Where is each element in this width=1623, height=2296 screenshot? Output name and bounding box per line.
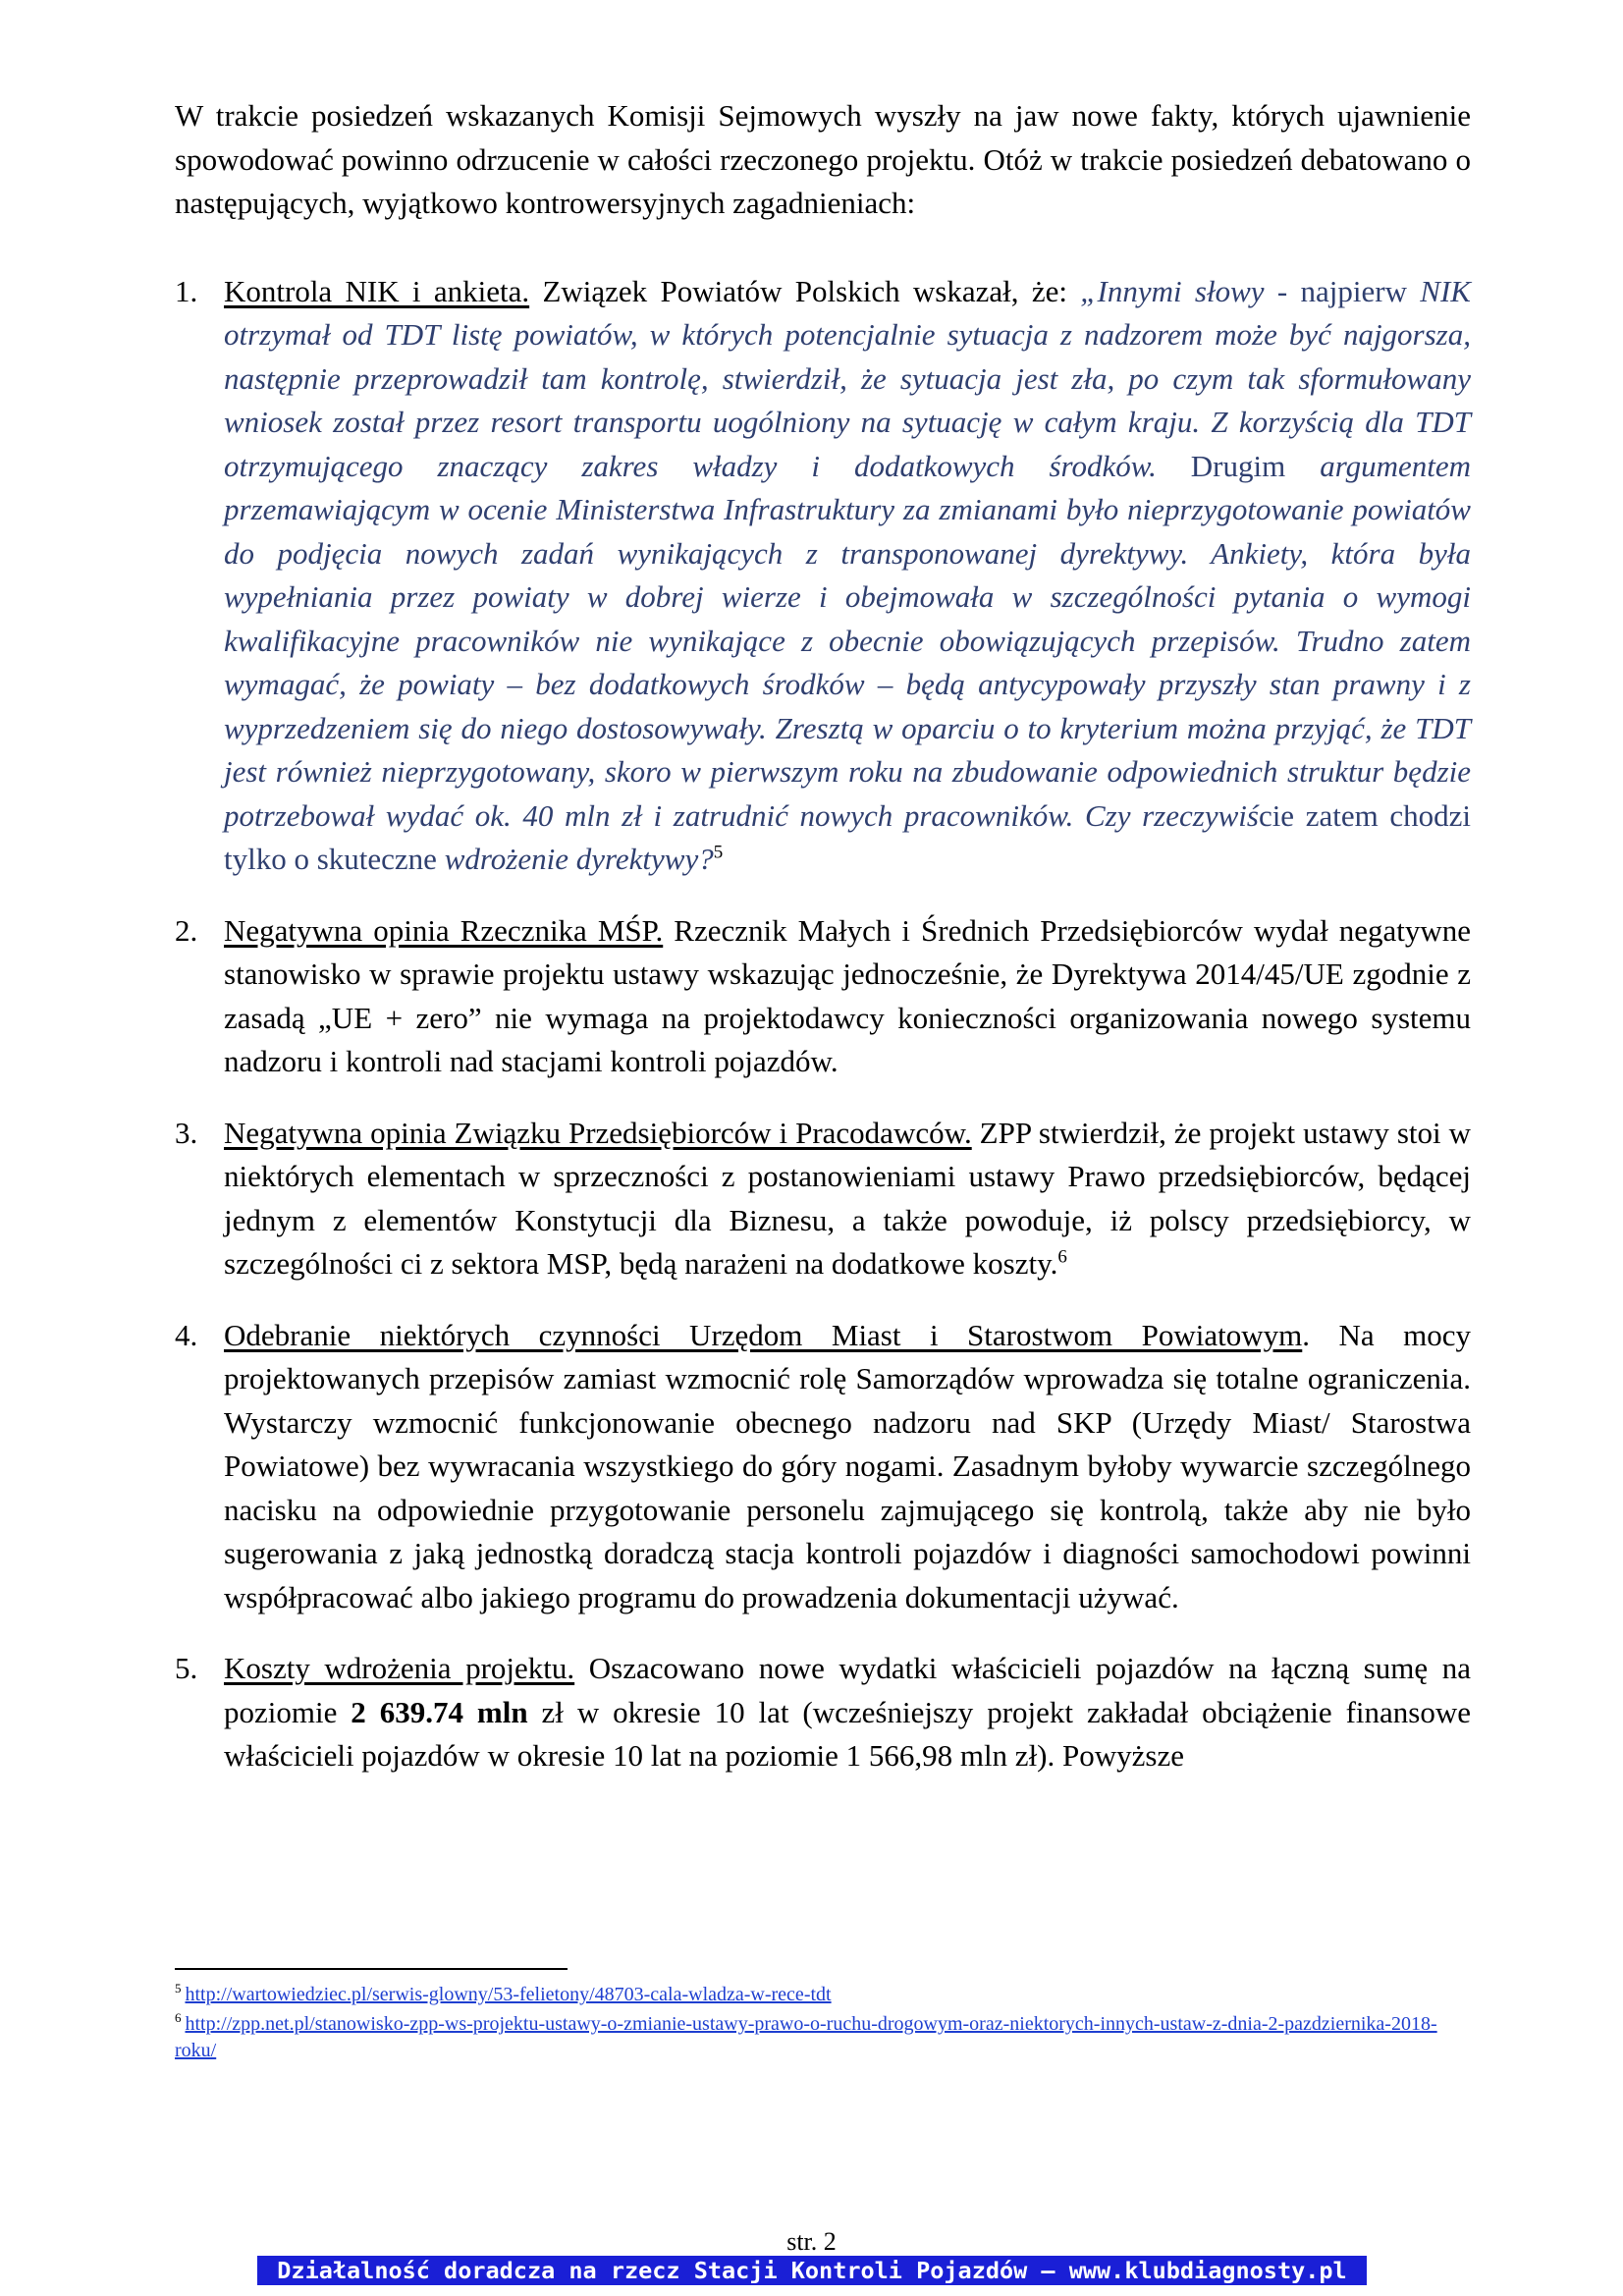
list-item-number: 5.	[175, 1651, 198, 1685]
footnote-ref[interactable]: 5	[713, 842, 724, 863]
quote-text: „Innymi słowy -	[1080, 273, 1301, 308]
page-number: str. 2	[786, 2227, 837, 2256]
footnote-link[interactable]: http://wartowiedziec.pl/serwis-glowny/53-felietony/48703-cala-wladza-w-rece-tdt	[185, 1984, 832, 2005]
list-item-number: 2.	[175, 912, 198, 948]
list-item-text: Rzecznik Małych i Średnich Przedsiębiorców wydał negatywne stanowisko w sprawie projektu ustawy wskazując jednocześnie, że Dyrektywa 2014/45/UE zgodnie z zasadą „UE + zero” nie wymaga na projektodawcy konieczności organizowania nowego systemu nadzoru i kontroli nad stacjami kontroli pojazdów.	[224, 912, 1471, 1078]
list-item	[175, 1647, 1471, 1778]
list-item-text: Związek Powiatów Polskich wskazał, że:	[529, 273, 1081, 308]
list-item-number: 4.	[175, 1317, 198, 1352]
list-item-text: zł w okresie 10 lat (wcześniejszy projekt zakładał obciążenie finansowe właścicieli pojazdów w okresie 10 lat na poziomie 1 566,98 mln zł). Powyższe	[224, 1694, 1472, 1773]
issues-list	[175, 270, 1471, 1778]
footnotes	[175, 1982, 1471, 2067]
quote-text: NIK otrzymał od TDT listę powiatów, w których potencjalnie sytuacja z nadzorem może być najgorsza, następnie przeprowadził tam kontrolę, stwierdził, że sytuacja jest zła, po czym tak sformułowany wniosek został przez resort transportu uogólniony na sytuację w całym kraju. Z korzyścią dla TDT otrzymującego znaczący zakres władzy i dodatkowych środków.	[224, 273, 1471, 483]
quote-text: najpierw	[1300, 273, 1407, 308]
footnote-link[interactable]: http://zpp.net.pl/stanowisko-zpp-ws-projektu-ustawy-o-zmianie-ustawy-prawo-o-ruchu-drogowym-oraz-niektorych-innych-ustaw-z-dnia-2-pazdziernika-2018-roku/	[175, 2013, 1437, 2061]
quote-text: wdrożenie dyrektywy?	[444, 842, 714, 876]
body-text	[175, 94, 1471, 1806]
list-item	[175, 1112, 1471, 1286]
footnote-separator	[175, 1968, 568, 1970]
list-item-text: ZPP stwierdził, że projekt ustawy stoi w niektórych elementach w sprzeczności z postanowieniami ustawy Prawo przedsiębiorców, będącej jednym z elementów Konstytucji dla Biznesu, a także powoduje, iż polscy przedsiębiorcy, w szczególności ci z sektora MSP, będą narażeni na dodatkowe koszty.	[224, 1115, 1471, 1281]
list-item-title: Negatywna opinia Rzecznika MŚP.	[224, 912, 664, 948]
footer-banner: Działalność doradcza na rzecz Stacji Kontroli Pojazdów – www.klubdiagnosty.pl	[257, 2256, 1367, 2285]
quote-text: argumentem przemawiającym w ocenie Ministerstwa Infrastruktury za zmianami było nieprzygotowanie powiatów do podjęcia nowych zadań wynikających z transponowanej dyrektywy. Ankiety, która była wypełniania przez powiaty w dobrej wierze i obejmowała w szczególności pytania o wymogi kwalifikacyjne pracowników nie wynikające z obecnie obowiązujących przepisów. Trudno zatem wymagać, że powiaty – bez dodatkowych środków – będą antycypowały przyszły stan prawny i z wyprzedzeniem się do niego dostosowywały. Zresztą w oparciu o to kryterium można przyjąć, że TDT jest również nieprzygotowany, skoro w pierwszym roku na zbudowanie odpowiednich struktur będzie potrzebował wydać ok. 40 mln zł i zatrudnić nowych pracowników. Czy rzeczywiś	[224, 448, 1472, 833]
quote	[224, 274, 1471, 877]
footnote-number: 5	[175, 1981, 182, 1996]
list-item	[175, 270, 1471, 882]
intro-paragraph: W trakcie posiedzeń wskazanych Komisji Sejmowych wyszły na jaw nowe fakty, których ujawnienie spowodować powinno odrzucenie w całości rzeczonego projektu. Otóż w trakcie posiedzeń debatowano o następujących, wyjątkowo kontrowersyjnych zagadnieniach:	[175, 98, 1471, 220]
list-item-number: 1.	[175, 273, 198, 308]
footnote	[175, 1982, 1471, 2008]
footnote-number: 6	[175, 2010, 182, 2026]
list-item-title: Negatywna opinia Związku Przedsiębiorców i Pracodawców.	[224, 1115, 972, 1150]
quote-text: Drugim	[1156, 448, 1321, 483]
list-item-title: Odebranie niektórych czynności Urzędom Miast i Starostwom Powiatowym	[224, 1317, 1303, 1352]
list-item-title: Koszty wdrożenia projektu.	[224, 1651, 575, 1685]
list-item-text: . Na mocy projektowanych przepisów zamiast wzmocnić rolę Samorządów wprowadza się totalne ograniczenia. Wystarczy wzmocnić funkcjonowanie obecnego nadzoru nad SKP (Urzędy Miast/ Starostwa Powiatowe) bez wywracania wszystkiego do góry nogami. Zasadnym byłoby wywarcie szczególnego nacisku na odpowiednie przygotowanie personelu zajmującego się kontrolą, także aby nie było sugerowania z jaką jednostką doradczą stacja kontroli pojazdów i diagności samochodowi powinni współpracować albo jakiego programu do prowadzenia dokumentacji używać.	[224, 1317, 1471, 1614]
cost-amount: 2 639.74 mln	[351, 1694, 528, 1729]
list-item-title: Kontrola NIK i ankieta.	[224, 273, 530, 308]
quote-text: cie zatem chodzi tylko o skuteczne	[224, 797, 1471, 876]
list-item-number: 3.	[175, 1115, 198, 1150]
footnote	[175, 2011, 1471, 2064]
list-item-text: Oszacowano nowe wydatki właścicieli pojazdów na łączną sumę na poziomie	[224, 1651, 1471, 1729]
list-item	[175, 1314, 1471, 1620]
list-item	[175, 909, 1471, 1084]
footnote-ref[interactable]: 6	[1057, 1246, 1067, 1268]
